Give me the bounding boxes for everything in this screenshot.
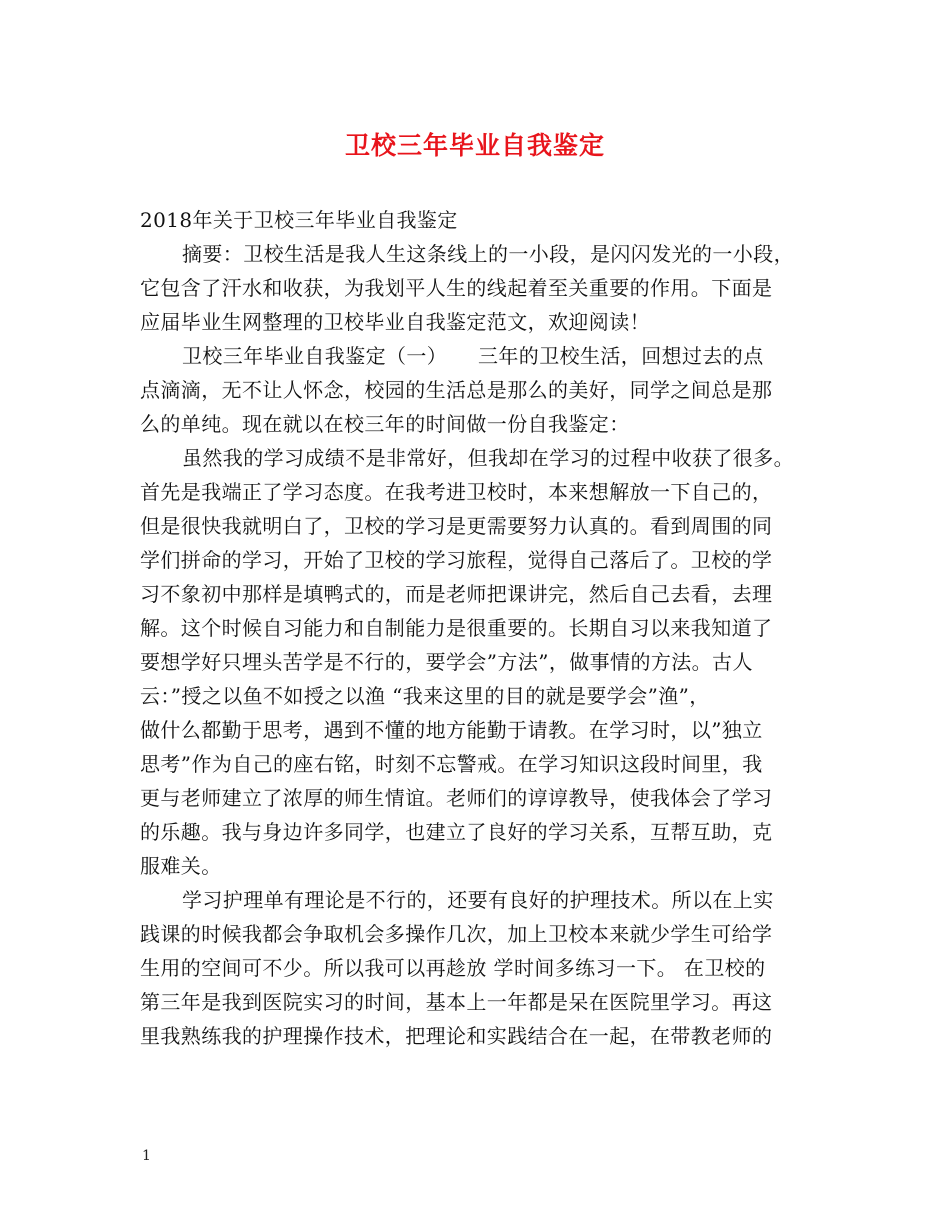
paragraph-line: 学习护理单有理论是不行的，还要有良好的护理技术。所以在上实: [182, 888, 774, 912]
subtitle-line: 2018年关于卫校三年毕业自我鉴定: [140, 208, 458, 232]
paragraph-line: 点滴滴，无不让人怀念，校园的生活总是那么的美好，同学之间总是那: [140, 378, 773, 402]
paragraph-line: 第三年是我到医院实习的时间，基本上一年都是呆在医院里学习。再这: [140, 990, 773, 1014]
paragraph-line: 卫校三年毕业自我鉴定（一） 三年的卫校生活，回想过去的点: [182, 344, 764, 368]
paragraph-line: 虽然我的学习成绩不是非常好，但我却在学习的过程中收获了很多。: [182, 446, 794, 470]
paragraph-line: 学们拼命的学习，开始了卫校的学习旅程，觉得自己落后了。卫校的学: [140, 548, 773, 572]
document-title: 卫校三年毕业自我鉴定: [344, 131, 605, 160]
paragraph-line: 要想学好只埋头苦学是不行的，要学会”方法”，做事情的方法。古人: [140, 650, 753, 674]
paragraph-line: 习不象初中那样是填鸭式的，而是老师把课讲完，然后自己去看，去理: [140, 582, 773, 606]
paragraph-line: 它包含了汗水和收获，为我划平人生的线起着至关重要的作用。下面是: [140, 276, 773, 300]
paragraph-line: 践课的时候我都会争取机会多操作几次，加上卫校本来就少学生可给学: [140, 922, 773, 946]
paragraph-line: 思考”作为自己的座右铭，时刻不忘警戒。在学习知识这段时间里，我: [140, 752, 763, 776]
paragraph-line: 摘要：卫校生活是我人生这条线上的一小段，是闪闪发光的一小段，: [182, 242, 794, 266]
paragraph-line: 首先是我端正了学习态度。在我考进卫校时，本来想解放一下自己的，: [140, 480, 773, 504]
paragraph-line: 服难关。: [140, 854, 222, 878]
page-number: 1: [142, 1148, 151, 1164]
paragraph-line: 的乐趣。我与身边许多同学，也建立了良好的学习关系，互帮互助，克: [140, 820, 773, 844]
paragraph-line: 里我熟练我的护理操作技术，把理论和实践结合在一起，在带教老师的: [140, 1024, 773, 1048]
paragraph-line: 做什么都勤于思考，遇到不懂的地方能勤于请教。在学习时，以”独立: [140, 718, 763, 742]
paragraph-line: 么的单纯。现在就以在校三年的时间做一份自我鉴定：: [140, 412, 630, 436]
paragraph-line: 但是很快我就明白了，卫校的学习是更需要努力认真的。看到周围的同: [140, 514, 773, 538]
document-body: [140, 203, 830, 1053]
paragraph-line: 云：”授之以鱼不如授之以渔 “我来这里的目的就是要学会”渔”，: [140, 684, 710, 708]
paragraph-line: 应届毕业生网整理的卫校毕业自我鉴定范文，欢迎阅读！: [140, 310, 650, 334]
paragraph-line: 解。这个时候自习能力和自制能力是很重要的。长期自习以来我知道了: [140, 616, 773, 640]
paragraph-line: 生用的空间可不少。所以我可以再趁放 学时间多练习一下。 在卫校的: [140, 956, 766, 980]
paragraph-line: 更与老师建立了浓厚的师生情谊。老师们的谆谆教导，使我体会了学习: [140, 786, 773, 810]
